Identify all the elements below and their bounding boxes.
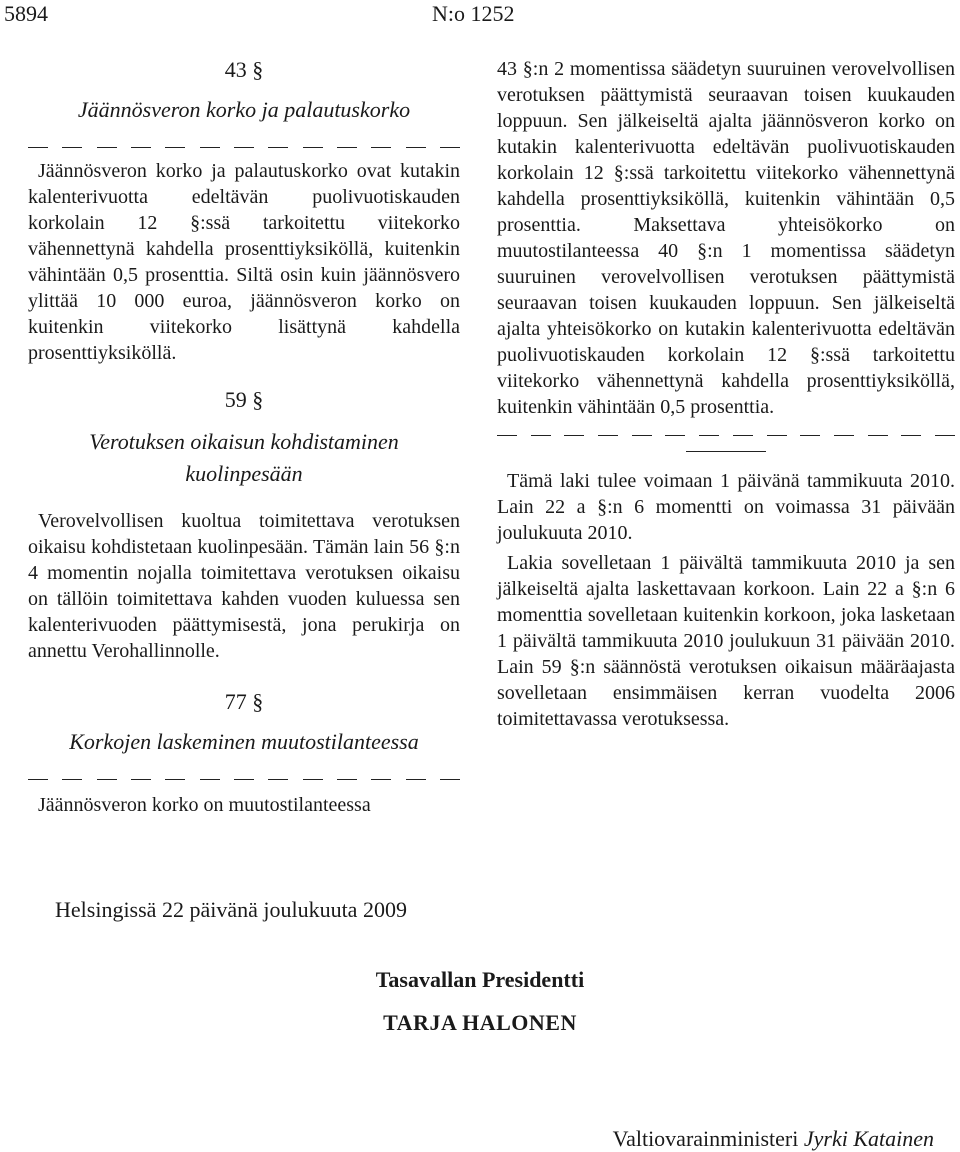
section-43-paragraph: Jäännösveron korko ja palautuskorko ovat kutakin kalenterivuotta edeltävän puolivuotiskauden korkolain 12 §:ssä tarkoitettu viitekorko vähennettynä kahdella prosenttiyksiköllä, kuitenkin vähintään 0,5 prosenttia. Siltä osin kuin jäännösvero ylittää 10 000 euroa, jäännösveron korko on kuitenkin viitekorko lisättynä kahdella prosenttiyksiköllä. <box>28 160 460 364</box>
page-header <box>0 0 960 30</box>
section-77-paragraph: Jäännösveron korko on muutostilanteessa <box>38 794 371 816</box>
application-paragraph: Lakia sovelletaan 1 päivältä tammikuuta 2010 ja sen jälkeiseltä ajalta laskettavaan korkoon. Lain 22 a §:n 6 momenttia sovelletaan kuitenkin korkoon, joka lasketaan 1 päivältä tammikuuta 2010 joulukuun 31 päivään 2010. Lain 59 §:n säännöstä verotuksen oikaisun määräajasta sovelletaan ensimmäisen kerran vuodelta 2006 toimitettavassa verotuksessa. <box>497 552 955 730</box>
section-77-number: 77 § <box>224 689 264 714</box>
place-and-date: Helsingissä 22 päivänä joulukuuta 2009 <box>55 897 407 922</box>
page-number: 5894 <box>4 1 48 26</box>
omission-dashes <box>28 138 460 148</box>
section-43-number: 43 § <box>224 57 264 82</box>
minister-name: Jyrki Katainen <box>803 1126 934 1151</box>
minister-title: Valtiovarainministeri <box>612 1126 799 1151</box>
minister-signature <box>613 1126 934 1152</box>
president-title: Tasavallan Presidentti <box>375 967 585 992</box>
section-59-paragraph: Verovelvollisen kuoltua toimitettava verotuksen oikaisu kohdistetaan kuolinpesään. Tämän lain 56 §:n 4 momentin nojalla toimitettava verotuksen oikaisu on tällöin toimitettava kahden vuoden kuluessa sen kalenterivuoden päättymisestä, jona perukirja on annettu Verohallinnolle. <box>28 510 460 662</box>
right-column <box>497 56 955 732</box>
entry-into-force-paragraph: Tämä laki tulee voimaan 1 päivänä tammikuuta 2010. Lain 22 a §:n 6 momentti on voimassa 31 päivään joulukuuta 2010. <box>497 470 955 544</box>
section-59-number: 59 § <box>224 387 264 412</box>
left-column <box>28 56 460 818</box>
president-name: TARJA HALONEN <box>383 1010 577 1035</box>
section-77-heading: Korkojen laskeminen muutostilanteessa <box>69 729 419 754</box>
issue-number: N:o 1252 <box>432 1 515 26</box>
omission-dashes <box>28 770 460 780</box>
section-43-heading: Jäännösveron korko ja palautuskorko <box>77 97 411 122</box>
section-77-continuation: 43 §:n 2 momentissa säädetyn suuruinen verovelvollisen verotuksen päättymistä seuraavan toisen kuukauden loppuun. Sen jälkeiseltä ajalta jäännösveron korko on kutakin kalenterivuotta edeltävän puolivuotiskauden korkolain 12 §:ssä tarkoitettu viitekorko vähennettynä kahdella prosenttiyksiköllä, kuitenkin vähintään 0,5 prosenttia. Maksettava yhteisökorko on muutostilanteessa 40 §:n 1 momentissa säädetyn suuruinen verovelvollisen verotuksen päättymistä seuraavan toisen kuukauden loppuun. Sen jälkeiseltä ajalta yhteisökorko on kutakin kalenterivuotta edeltävän puolivuotiskauden korkolain 12 §:ssä tarkoitettu viitekorko vähennettynä kahdella prosenttiyksiköllä, kuitenkin vähintään 0,5 prosenttia. <box>497 58 955 418</box>
section-59-heading: Verotuksen oikaisun kohdistaminen kuolinpesään <box>89 429 399 486</box>
separator-rule <box>686 450 766 452</box>
omission-dashes <box>497 426 955 436</box>
